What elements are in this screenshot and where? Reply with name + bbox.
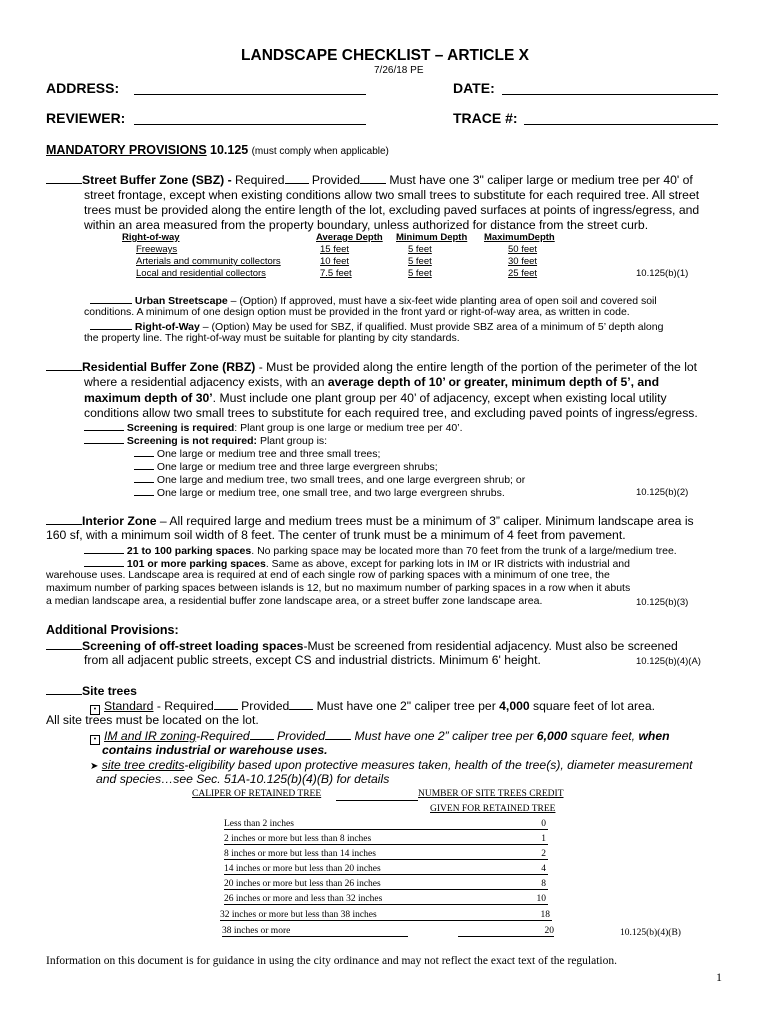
rbz-check-blank[interactable] [46,359,82,371]
table-row: 14 inches or more but less than 20 inches 4 [224,864,546,874]
right-of-way-text: the property line. The right-of-way must be suitable for planting by city standards. [84,332,460,344]
sbz-check-blank[interactable] [46,172,82,184]
date-field[interactable] [502,94,718,95]
table-header: Right-of-way [122,232,180,243]
table-cell: 5 feet [408,268,432,279]
site-all-located: All site trees must be located on the lot. [46,713,259,727]
site-tree-credits: ➤ site tree credits-eligibility based upon protective measures taken, health of the tree(s), diameter measurement [90,758,693,772]
credits-col-header: CALIPER OF RETAINED TREE [192,789,322,799]
table-row: 32 inches or more but less than 38 inches 18 [220,910,550,920]
urban-streetscape: Urban Streetscape – (Option) If approved, must have a six-feet wide planting area of open soil and covered soil [90,293,657,307]
rbz-option: One large or medium tree, one small tree, and two large evergreen shrubs. [134,485,505,499]
rbz-screening-required: Screening is required: Plant group is one large or medium tree per 40’. [84,420,463,434]
arrow-bullet-icon: ➤ [90,761,99,772]
credits-col-header: NUMBER OF SITE TREES CREDIT [418,789,564,799]
loading-check-blank[interactable] [46,638,82,650]
loading-text: from all adjacent public streets, except CS and industrial districts. Minimum 6' height. [84,653,541,667]
interior-option-21-100: 21 to 100 parking spaces. No parking space may be located more than 70 feet from the trunk of a large/medium tree. [84,543,677,557]
mandatory-heading: MANDATORY PROVISIONS 10.125 (must comply when applicable) [46,143,389,157]
table-cell: 5 feet [408,256,432,267]
table-cell: 50 feet [508,244,538,255]
page-title: LANDSCAPE CHECKLIST – ARTICLE X [241,47,529,64]
site-standard: • Standard - Required Provided Must have one 2" caliper tree per 4,000 square feet of lot area. [90,698,655,714]
table-header: Minimum Depth [396,232,468,243]
credits-reference: 10.125(b)(4)(B) [620,928,681,938]
table-header: Average Depth [316,232,383,243]
table-row: 20 inches or more but less than 26 inches 8 [224,879,546,889]
address-label: ADDRESS: [46,80,120,96]
urban-streetscape-text: conditions. A minimum of one design option must be provided in the front yard or right-of-way area, as written in code. [84,306,630,318]
table-header: MaximumDepth [484,232,555,243]
table-cell: 15 feet [320,244,350,255]
interior-check-blank[interactable] [46,513,82,525]
trace-field[interactable] [524,124,718,125]
checkbox-icon[interactable]: • [90,705,100,715]
table-row: 8 inches or more but less than 14 inches 2 [224,849,546,859]
revision-date: 7/26/18 PE [374,65,424,76]
address-field[interactable] [134,94,366,95]
table-cell: Arterials and community collectors [136,256,281,267]
table-row: 38 inches or more [222,926,408,937]
trace-label: TRACE #: [453,110,518,126]
table-cell: 30 feet [508,256,538,267]
checkbox-icon[interactable]: • [90,735,100,745]
credits-col-header: GIVEN FOR RETAINED TREE [430,804,556,814]
page-number: 1 [716,970,722,984]
table-cell: 10 feet [320,256,350,267]
rbz-text: where a residential adjacency exists, with an average depth of 10’ or greater, minimum depth of 5’, and maximum depth of 30’. Must include one plant group per 40’ of adjacency, except when existing local utility conditions allow two small trees to substitute for each required tree, and excluding paved points of ingress/egress. [84,375,698,420]
rbz-screening-not-required: Screening is not required: Plant group is: [84,433,327,447]
site-im-ir: • IM and IR zoning-Required Provided Must have one 2” caliper tree per 6,000 square feet, when [90,728,670,744]
rbz-option: One large or medium tree and three small trees; [134,446,380,460]
table-row: 26 inches or more and less than 32 inches 10 [224,894,546,904]
site-trees-heading: Site trees [46,683,137,698]
interior-text: warehouse uses. Landscape area is required at end of each single row of parking spaces with a minimum of one tree, the maximum number of parking spaces between islands is 12, but no maximum number of parking spaces in a row when it abuts a median landscape area, a residential buffer zone landscape area, or a street buffer zone landscape area. [46,569,631,607]
interior-option-101: 101 or more parking spaces. Same as above, except for parking lots in IM or IR districts with industrial and [84,556,630,570]
site-check-blank[interactable] [46,683,82,695]
loading-reference: 10.125(b)(4)(A) [636,656,701,667]
rbz-option: One large or medium tree and three large evergreen shrubs; [134,459,438,473]
table-cell: 20 [458,926,554,937]
table-row: Less than 2 inches 0 [224,819,546,829]
rbz-heading: Residential Buffer Zone (RBZ) - Must be provided along the entire length of the portion of the perimeter of the lot [46,359,697,374]
interior-reference: 10.125(b)(3) [636,597,689,608]
reviewer-field[interactable] [134,124,366,125]
sbz-reference: 10.125(b)(1) [636,268,689,279]
rbz-reference: 10.125(b)(2) [636,487,689,498]
date-label: DATE: [453,80,495,96]
sbz-text: street frontage, except when existing conditions allow two small trees to substitute for each required tree. All street trees must be provided along the entire length of the lot, excluding paved surfaces at points of ingress/egress, and within an area measured from the property boundary, unless authorized for distance from the street curb. [84,188,700,232]
table-cell: 7.5 feet [320,268,352,279]
sbz-heading: Street Buffer Zone (SBZ) - Required Provided Must have one 3" caliper large or medium tree per 40' of [46,172,693,187]
site-tree-credits-text: and species…see Sec. 51A-10.125(b)(4)(B) for details [96,772,390,786]
table-cell: 5 feet [408,244,432,255]
rbz-option: One large and medium tree, two small trees, and one large evergreen shrub; or [134,472,525,486]
site-im-ir-text: contains industrial or warehouse uses. [102,743,328,757]
table-cell: 25 feet [508,268,538,279]
loading-heading: Screening of off-street loading spaces-Must be screened from residential adjacency. Must also be screened [46,638,678,653]
table-cell: Freeways [136,244,178,255]
table-cell: Local and residential collectors [136,268,266,279]
table-row: 2 inches or more but less than 8 inches 1 [224,834,546,844]
footer-note: Information on this document is for guidance in using the city ordinance and may not reflect the exact text of the regulation. [46,955,617,967]
additional-heading: Additional Provisions: [46,623,179,637]
interior-text: 160 sf, with a minimum soil width of 8 feet. The center of trunk must be a minimum of 4 feet from pavement. [46,528,626,542]
reviewer-label: REVIEWER: [46,110,126,126]
interior-heading: Interior Zone – All required large and medium trees must be a minimum of 3” caliper. Minimum landscape area is [46,513,694,528]
right-of-way-option: Right-of-Way – (Option) May be used for SBZ, if qualified. Must provide SBZ area of a minimum of 5’ depth along [90,319,663,333]
